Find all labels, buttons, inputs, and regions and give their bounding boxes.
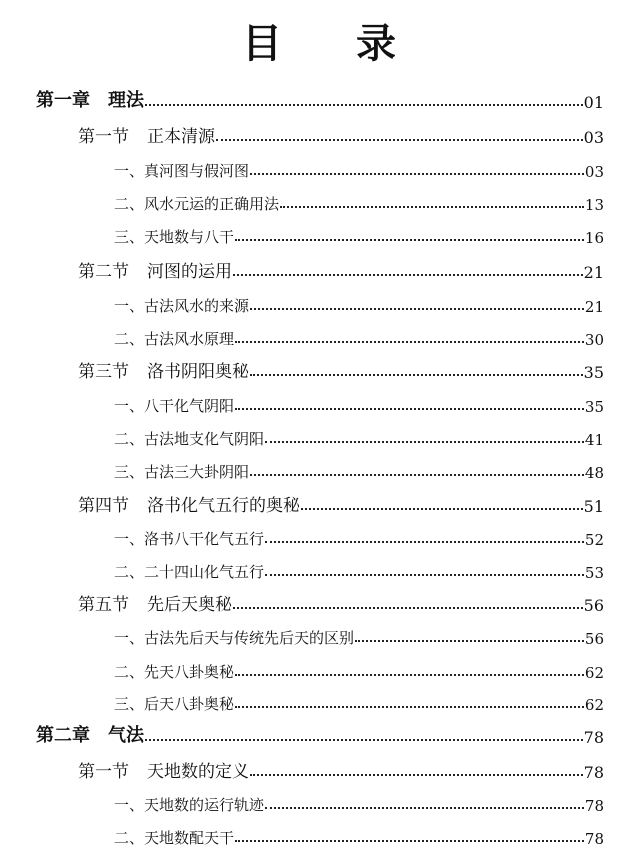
- toc-entry-number: 第一章: [36, 90, 90, 111]
- toc-entry-chapter: [36, 86, 604, 112]
- toc-entry-label: 二、先天八卦奥秘: [114, 663, 235, 681]
- toc-entry-item: [114, 688, 604, 714]
- toc-page-number: 30: [584, 331, 604, 349]
- dot-leader: [235, 239, 584, 241]
- toc-entry-number: 第二章: [36, 725, 90, 746]
- toc-entry-label: 一、真河图与假河图: [114, 162, 250, 180]
- toc-entry-section: [78, 490, 604, 516]
- toc-entry-label: [78, 122, 215, 147]
- toc-entry-label: [78, 757, 249, 782]
- toc-entry-number: 第四节: [78, 496, 129, 516]
- dot-leader: [235, 674, 584, 676]
- toc-entry-label: [78, 357, 249, 382]
- toc-entry-number: 第一节: [78, 762, 129, 782]
- toc-entry-title: 先后天奥秘: [147, 595, 232, 615]
- dot-leader: [216, 139, 583, 141]
- toc-entry-item: [114, 188, 604, 214]
- toc-page-number: 41: [584, 431, 604, 449]
- toc-page-number: 16: [584, 229, 604, 247]
- dot-leader: [233, 607, 583, 609]
- toc-entry-label: [78, 257, 232, 282]
- toc-entry-section: [78, 356, 604, 382]
- toc-entry-item: [114, 789, 604, 815]
- toc-page-number: 56: [583, 596, 604, 615]
- toc-entry-section: [78, 589, 604, 615]
- toc-entry-section: [78, 256, 604, 282]
- toc-page-number: 21: [583, 263, 604, 282]
- toc-entry-item: [114, 556, 604, 582]
- toc-entry-item: [114, 323, 604, 349]
- dot-leader: [235, 408, 584, 410]
- toc-entry-item: [114, 423, 604, 449]
- dot-leader: [233, 274, 583, 276]
- toc-page-number: 52: [584, 531, 604, 549]
- dot-leader: [235, 341, 584, 343]
- dot-leader: [145, 104, 583, 106]
- toc-page-number: 78: [584, 830, 604, 848]
- dot-leader: [265, 441, 584, 443]
- toc-entry-item: [114, 155, 604, 181]
- toc-page-number: 35: [583, 363, 604, 382]
- toc-entry-label: 一、八干化气阴阳: [114, 397, 235, 415]
- toc-entry-label: 三、古法三大卦阴阳: [114, 463, 250, 481]
- toc-entry-label: 一、古法风水的来源: [114, 297, 250, 315]
- toc-entry-label: [36, 721, 144, 747]
- toc-entry-label: 二、古法地支化气阴阳: [114, 430, 265, 448]
- dot-leader: [250, 173, 584, 175]
- toc-entry-label: 二、古法风水原理: [114, 330, 235, 348]
- dot-leader: [250, 774, 583, 776]
- toc-page-number: 56: [584, 630, 604, 648]
- toc-entry-label: 二、二十四山化气五行: [114, 563, 265, 581]
- toc-page-number: 78: [583, 763, 604, 782]
- toc-entry-item: [114, 656, 604, 682]
- toc-entry-title: 天地数的定义: [147, 762, 249, 782]
- page-title: 目 录: [242, 21, 426, 67]
- dot-leader: [280, 206, 584, 208]
- dot-leader: [265, 541, 584, 543]
- toc-entry-item: [114, 290, 604, 316]
- toc-entry-title: 正本清源: [147, 127, 215, 147]
- toc-entry-number: 第五节: [78, 595, 129, 615]
- dot-leader: [250, 308, 584, 310]
- toc-page-number: 51: [583, 497, 604, 516]
- toc-entry-title: 洛书化气五行的奥秘: [147, 496, 300, 516]
- dot-leader: [301, 508, 583, 510]
- toc-entry-label: 二、天地数配天干: [114, 829, 235, 847]
- toc-entry-item: [114, 622, 604, 648]
- toc-page-number: 21: [584, 298, 604, 316]
- dot-leader: [265, 807, 584, 809]
- toc-page-number: 03: [584, 163, 604, 181]
- toc-page-number: 48: [584, 464, 604, 482]
- dot-leader: [250, 374, 583, 376]
- toc-entry-title: 河图的运用: [147, 262, 232, 282]
- toc-page-number: 53: [584, 564, 604, 582]
- toc-entry-item: [114, 456, 604, 482]
- dot-leader: [235, 706, 584, 708]
- toc-page-number: 78: [584, 797, 604, 815]
- toc-page-number: 78: [583, 728, 604, 747]
- toc-page-number: 35: [584, 398, 604, 416]
- toc-entry-title: 洛书阴阳奥秘: [147, 362, 249, 382]
- dot-leader: [145, 739, 583, 741]
- dot-leader: [265, 574, 584, 576]
- toc-entry-label: 一、洛书八干化气五行: [114, 530, 265, 548]
- toc-entry-item: [114, 221, 604, 247]
- toc-entry-section: [78, 756, 604, 782]
- toc-entry-number: 第一节: [78, 127, 129, 147]
- toc-entry-label: 三、后天八卦奥秘: [114, 695, 235, 713]
- toc-entry-label: 一、天地数的运行轨迹: [114, 796, 265, 814]
- toc-entry-label: [36, 86, 144, 112]
- toc-entry-chapter: [36, 721, 604, 747]
- toc-page-number: 13: [584, 196, 604, 214]
- toc-entry-label: [78, 590, 232, 615]
- toc-entry-label: 三、天地数与八干: [114, 228, 235, 246]
- toc-entry-number: 第二节: [78, 262, 129, 282]
- toc-entry-label: 一、古法先后天与传统先后天的区别: [114, 629, 355, 647]
- toc-page-number: 01: [583, 93, 604, 112]
- toc-entry-label: [78, 491, 300, 516]
- toc-page-number: 03: [583, 128, 604, 147]
- dot-leader: [355, 640, 584, 642]
- toc-page-number: 62: [584, 696, 604, 714]
- toc-page-number: 62: [584, 664, 604, 682]
- toc-entry-item: [114, 390, 604, 416]
- dot-leader: [235, 840, 584, 842]
- toc-entry-number: 第三节: [78, 362, 129, 382]
- toc-entry-title: 气法: [108, 725, 144, 746]
- toc-entry-title: 理法: [108, 90, 144, 111]
- toc-entry-section: [78, 121, 604, 147]
- dot-leader: [250, 474, 584, 476]
- toc-entry-item: [114, 523, 604, 549]
- toc-entry-label: 二、风水元运的正确用法: [114, 195, 280, 213]
- toc-entry-item: [114, 822, 604, 848]
